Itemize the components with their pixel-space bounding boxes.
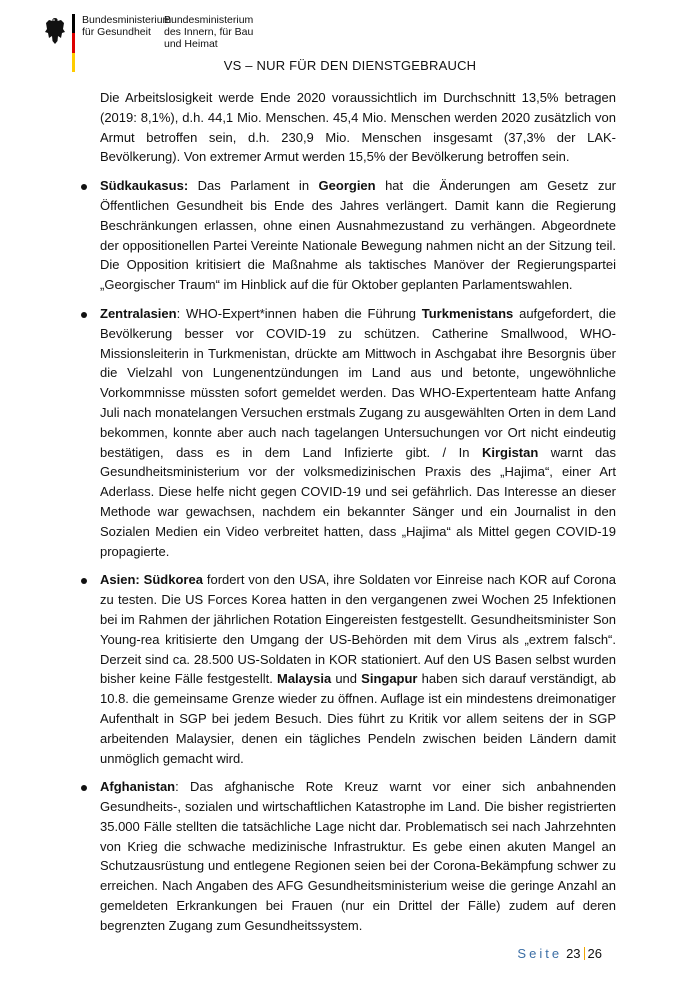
current-page-number: 23 (566, 946, 581, 961)
text-segment: und (331, 671, 362, 687)
total-page-number: 26 (587, 946, 602, 961)
text-segment: haben sich darauf verständigt, ab 10.8. die gemeinsame Grenze wieder zu öffnen. Auflage ist ein mindestens dreimonatiger Aufenthalt in SGP bei jedem Besuch. Dies führt zu Kritik vor allem seitens der in SGP arbeitenden Malaysier, denen ein tägliches Pendeln zwischen beiden Ländern damit unmöglich gemacht wird. (100, 671, 616, 766)
text-segment: Das Parlament in (188, 178, 319, 194)
text-segment: : Das afghanische Rote Kreuz warnt vor einer sich anbahnenden Gesundheits-, sozialen und wirtschaftlichen Katastrophe im Land. Die bisher registrierten 35.000 Fälle stellten die tatsächliche Lage nicht dar. Problematisch sei nach Jahrzehnten von Krieg die schwache medizinische Infrastruktur. Es gebe einen akuten Mangel an Schutzausrüstung und entlegene Regionen seien bei der Corona-Bekämpfung schwer zu erreichen. Nach Angaben des AFG Gesundheitsministerium weise die geringe Anzahl an gemeldeten Erkrankungen bei Frauen (nur ein Drittel der Fälle) zudem auf deren begrenzten Zugang zum Gesundheitssystem. (100, 779, 616, 933)
page-separator (584, 947, 585, 960)
text-segment: : WHO-Expert*innen haben die Führung (176, 305, 422, 321)
page-label: Seite (517, 946, 563, 961)
page-footer (517, 946, 602, 961)
bullet-text (100, 176, 616, 295)
text-segment: hat die Änderungen am Gesetz zur Öffentlichen Gesundheit bis Ende des Jahres verlängert. Damit kann die Regierung Beschränkungen erlassen, ohne einen Ausnahmezustand zu verhängen. Abgeordnete der oppositionellen Partei Vereinte Nationale Bewegung nahmen nicht an der Sitzung teil. Die Opposition kritisiert die Maßnahme als taktisches Manöver der Regierungspartei „Georgischer Traum“ im Hinblick auf die für Oktober geplanten Parlamentswahlen. (100, 178, 616, 293)
bold-term: Malaysia (276, 671, 332, 687)
bullet-text (100, 777, 616, 935)
bullet-item (100, 570, 616, 768)
bold-term: Singapur (361, 671, 418, 687)
bold-term: Asien: Südkorea (100, 572, 203, 588)
bullet-list (100, 176, 616, 935)
flag-stripe-red (72, 33, 75, 52)
text-segment: aufgefordert, die Bevölkerung besser vor COVID-19 zu schützen. Catherine Smallwood, WHO-Missionsleiterin in Turkmenistan, drückte am Mittwoch in Aschgabat ihre Besorgnis über die Vielzahl von Lungenentzündungen im Land aus und betonte, ungewöhnliche Vorkommnisse müssten sofort gemeldet werden. Das WHO-Expertenteam hatte Anfang Juli nach monatelangen Versuchen erstmals Zugang zu ausgewählten Orten in dem Land bekommen, konnte aber auch nach tagelangen Untersuchungen vor Ort nicht eindeutig bestätigen, dass es in dem Land Infizierte gibt. / In (100, 305, 616, 460)
bullet-dot (81, 578, 87, 584)
bold-term: Kirgistan (481, 444, 539, 460)
intro-paragraph: Die Arbeitslosigkeit werde Ende 2020 voraussichtlich im Durchschnitt 13,5% betragen (2019: 8,1%), d.h. 44,1 Mio. Menschen. 45,4 Mio. Menschen werden 2020 zusätzlich von Armut betroffen sein, d.h. 230,9 Mio. Menschen insgesamt (37,3% der LAK-Bevölkerung). Von extremer Armut werden 15,5% der Bevölkerung betroffen sein. (100, 90, 616, 165)
bold-term: Zentralasien (100, 305, 177, 321)
bullet-dot (81, 184, 87, 190)
bold-term: Georgien (318, 178, 376, 194)
bullet-text (100, 304, 616, 561)
flag-stripe-black (72, 14, 75, 33)
bullet-text (100, 570, 616, 768)
bullet-item (100, 304, 616, 561)
text-segment: warnt das Gesundheitsministerium vor der volksmedizinischen Praxis des „Hajima“, einer Art Aderlass. Diese helfe nicht gegen COVID-19 und sei gefährlich. Das Interesse an dieser Methode war gewachsen, nachdem ein bekannter Sänger und ein Journalist in den Sozialen Medien ein Video verbreitet hatten, dass „Hajima“ als Mittel gegen COVID-19 propagierte. (100, 444, 616, 559)
bullet-dot (81, 312, 87, 318)
federal-eagle-icon (44, 16, 66, 46)
bold-term: Turkmenistans (421, 305, 514, 321)
text-segment: fordert von den USA, ihre Soldaten vor Einreise nach KOR auf Corona zu testen. Die US Forces Korea hatten in den vergangenen zwei Wochen 25 Infektionen bei im Rahmen der jährlichen Rotation Eingereisten festgestellt. Gesundheitsminister Son Young-rea kritisierte den Umgang der US-Behörden mit dem Virus als „extrem falsch“. Derzeit sind ca. 28.500 US-Soldaten in KOR stationiert. Auf den US Basen selbst wurden bisher keine Fälle festgestellt. (100, 572, 617, 687)
bold-term: Südkaukasus: (100, 178, 189, 194)
bullet-item (100, 176, 616, 295)
bullet-dot (81, 785, 87, 791)
ministry-health-name: Bundesministerium für Gesundheit (82, 14, 172, 38)
ministry-interior-name: Bundesministerium des Innern, für Bau und Heimat (164, 14, 254, 50)
bold-term: Afghanistan (100, 779, 176, 795)
document-body (100, 88, 616, 936)
classification-label: VS – NUR FÜR DEN DIENSTGEBRAUCH (223, 58, 477, 73)
bullet-item (100, 777, 616, 935)
